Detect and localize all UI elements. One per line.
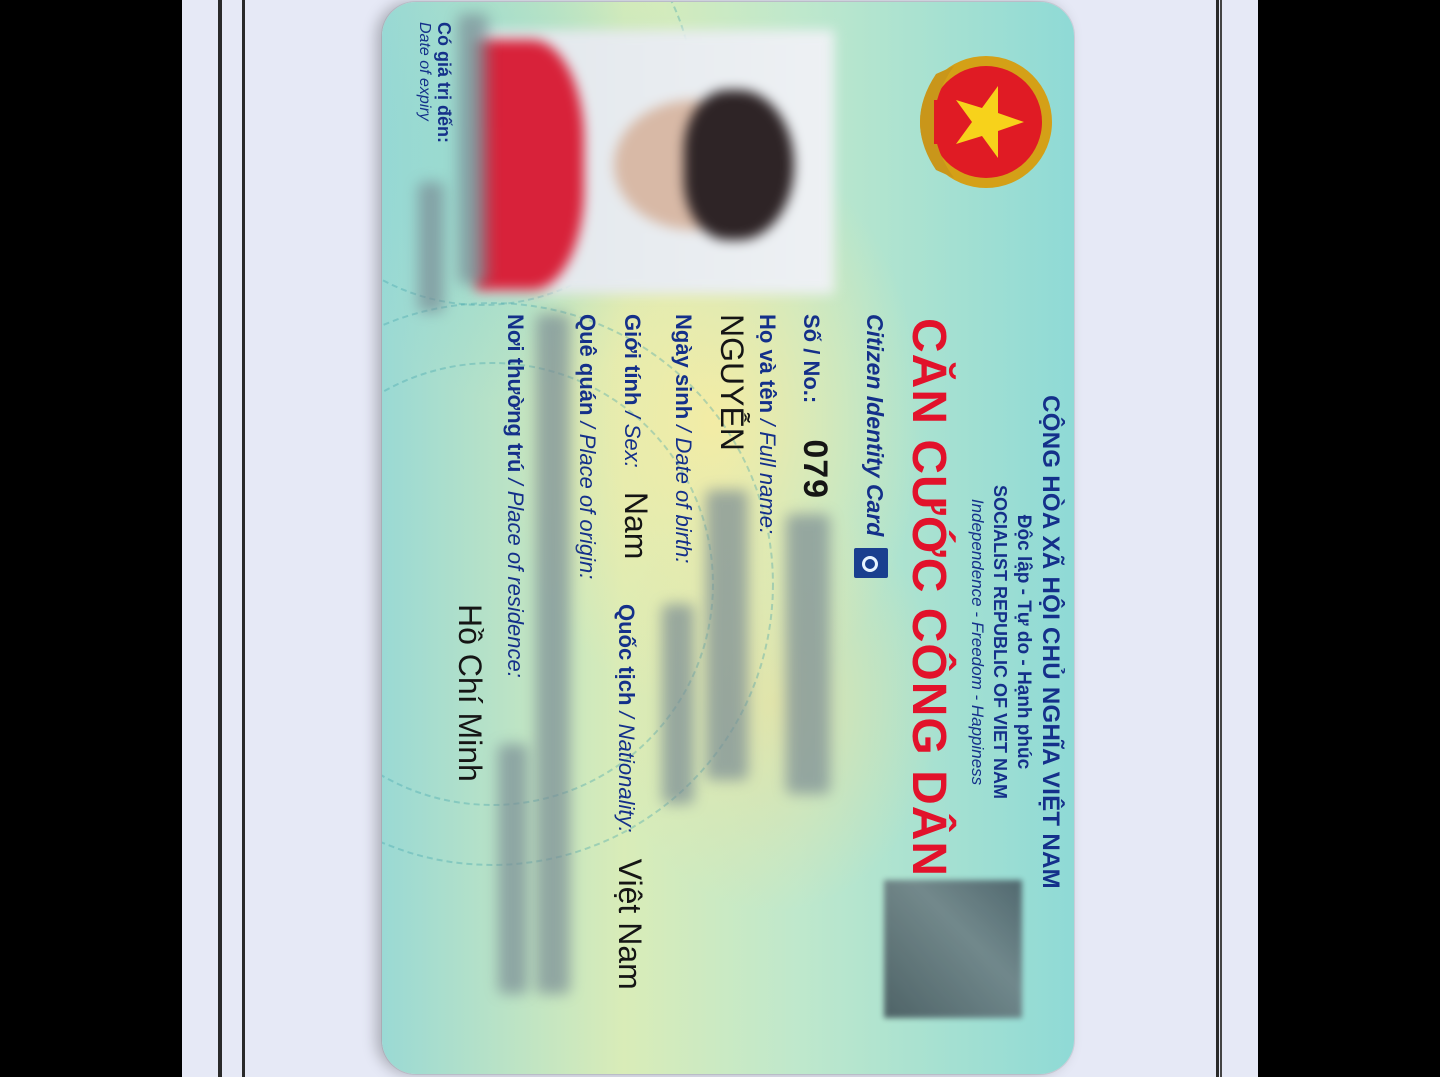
motto-english: Independence - Freedom - Happiness (968, 498, 987, 786)
expiry-label-english: Date of expiry (416, 22, 433, 121)
sex-label-english: / Sex: (620, 405, 645, 468)
dob-value-redacted (662, 604, 694, 804)
residence-value-redacted (498, 744, 528, 994)
field-fullname-label (754, 314, 780, 534)
residence-value: Hồ Chí Minh (452, 604, 488, 782)
national-emblem-icon (904, 42, 1064, 202)
sex-value: Nam (618, 491, 654, 560)
fullname-label: Họ và tên (755, 314, 780, 414)
field-number (795, 314, 834, 499)
frame-border-right-inner (1216, 0, 1219, 1077)
citizen-id-card (382, 2, 1074, 1074)
residence-label-english: / Place of residence: (503, 472, 528, 678)
fullname-value: NGUYỄN (714, 314, 750, 451)
field-nationality (611, 604, 648, 990)
portrait-photo-blurred (476, 30, 834, 294)
chip-icon (854, 548, 888, 578)
nationality-value: Việt Nam (612, 858, 648, 990)
residence-label: Nơi thường trú (503, 314, 528, 473)
portrait-hair (684, 90, 794, 240)
country-name: CỘNG HÒA XÃ HỘI CHỦ NGHĨA VIỆT NAM (1037, 395, 1064, 889)
origin-value-redacted (536, 314, 570, 994)
dob-label: Ngày sinh (671, 314, 696, 420)
field-residence (502, 314, 528, 678)
nationality-label: Quốc tịch (614, 604, 639, 706)
number-value: 079 (796, 439, 834, 500)
expiry-block (415, 22, 454, 143)
dob-label-english: / Date of birth: (671, 419, 696, 564)
origin-label: Quê quán (575, 314, 600, 416)
portrait-shirt (476, 40, 584, 290)
frame-border-left-inner (242, 0, 245, 1077)
country-name-english: SOCIALIST REPUBLIC OF VIET NAM (990, 484, 1010, 799)
expiry-value-redacted (418, 182, 444, 312)
origin-label-english: / Place of origin: (575, 415, 600, 580)
frame-border-left-outer (218, 0, 222, 1077)
field-dob (670, 314, 696, 563)
fullname-value-redacted (706, 490, 748, 780)
field-residence-city (451, 604, 488, 782)
frame-border-right-outer (1220, 0, 1222, 1077)
card-title: CĂN CƯỚC CÔNG DÂN (902, 318, 955, 878)
qr-code-redacted (884, 880, 1022, 1018)
motto-vietnamese: Độc lập - Tự do - Hạnh phúc (1013, 514, 1034, 770)
field-sex (617, 314, 654, 559)
field-origin (574, 314, 600, 579)
sex-label: Giới tính (620, 314, 645, 406)
residence-value-redacted-line2 (458, 14, 488, 284)
number-label: Số / No.: (799, 314, 824, 404)
expiry-label: Có giá trị đến: (434, 22, 454, 143)
field-fullname-value (713, 314, 750, 451)
nationality-label-english: / Nationality: (614, 705, 639, 833)
number-value-redacted (786, 514, 830, 794)
card-subtitle: Citizen Identity Card (862, 314, 888, 537)
fullname-label-english: / Full name: (755, 413, 780, 535)
id-card-container (382, 2, 1074, 1074)
